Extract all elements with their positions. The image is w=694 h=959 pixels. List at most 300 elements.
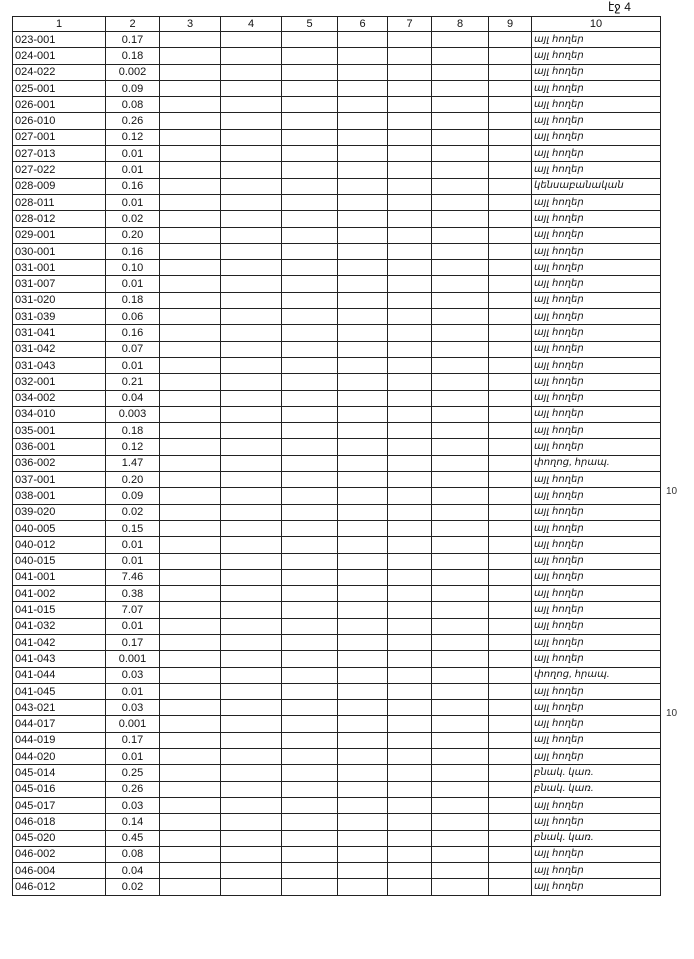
empty-cell	[432, 602, 489, 618]
table-row	[13, 520, 661, 536]
empty-cell	[160, 797, 221, 813]
area-cell: 0.002	[106, 64, 160, 80]
empty-cell	[221, 830, 282, 846]
land-type-cell: այլ հողեր	[532, 439, 661, 455]
empty-cell	[160, 227, 221, 243]
empty-cell	[432, 129, 489, 145]
empty-cell	[388, 472, 432, 488]
empty-cell	[388, 634, 432, 650]
empty-cell	[160, 618, 221, 634]
empty-cell	[489, 341, 532, 357]
empty-cell	[338, 260, 388, 276]
empty-cell	[432, 113, 489, 129]
empty-cell	[489, 797, 532, 813]
empty-cell	[388, 586, 432, 602]
column-header: 7	[388, 17, 432, 32]
empty-cell	[388, 439, 432, 455]
land-type-cell: այլ հողեր	[532, 146, 661, 162]
land-type-cell: այլ հողեր	[532, 406, 661, 422]
land-type-cell: այլ հողեր	[532, 472, 661, 488]
area-cell: 0.01	[106, 146, 160, 162]
empty-cell	[282, 113, 338, 129]
empty-cell	[338, 374, 388, 390]
empty-cell	[160, 846, 221, 862]
empty-cell	[282, 357, 338, 373]
land-type-cell: այլ հողեր	[532, 80, 661, 96]
empty-cell	[282, 129, 338, 145]
empty-cell	[388, 716, 432, 732]
empty-cell	[221, 194, 282, 210]
empty-cell	[282, 520, 338, 536]
empty-cell	[388, 700, 432, 716]
empty-cell	[489, 455, 532, 471]
land-type-cell: կենսաբանական	[532, 178, 661, 194]
empty-cell	[432, 178, 489, 194]
empty-cell	[221, 64, 282, 80]
empty-cell	[221, 276, 282, 292]
empty-cell	[221, 472, 282, 488]
parcel-code-cell: 023-001	[13, 32, 106, 48]
empty-cell	[432, 423, 489, 439]
empty-cell	[221, 879, 282, 895]
empty-cell	[338, 537, 388, 553]
empty-cell	[221, 162, 282, 178]
empty-cell	[282, 390, 338, 406]
parcel-code-cell: 024-001	[13, 48, 106, 64]
empty-cell	[489, 146, 532, 162]
empty-cell	[489, 537, 532, 553]
land-type-cell: այլ հողեր	[532, 716, 661, 732]
empty-cell	[489, 879, 532, 895]
area-cell: 0.09	[106, 80, 160, 96]
area-cell: 0.18	[106, 423, 160, 439]
empty-cell	[160, 472, 221, 488]
column-header: 2	[106, 17, 160, 32]
area-cell: 0.12	[106, 439, 160, 455]
land-type-cell: այլ հողեր	[532, 97, 661, 113]
empty-cell	[282, 618, 338, 634]
empty-cell	[432, 194, 489, 210]
empty-cell	[338, 227, 388, 243]
area-cell: 0.08	[106, 97, 160, 113]
empty-cell	[282, 341, 338, 357]
land-type-cell: այլ հողեր	[532, 113, 661, 129]
empty-cell	[221, 48, 282, 64]
empty-cell	[282, 830, 338, 846]
empty-cell	[221, 814, 282, 830]
empty-cell	[338, 732, 388, 748]
empty-cell	[388, 64, 432, 80]
empty-cell	[432, 537, 489, 553]
area-cell: 0.01	[106, 194, 160, 210]
empty-cell	[388, 97, 432, 113]
parcel-code-cell: 028-009	[13, 178, 106, 194]
empty-cell	[432, 64, 489, 80]
column-header: 6	[338, 17, 388, 32]
empty-cell	[489, 683, 532, 699]
empty-cell	[338, 97, 388, 113]
area-cell: 0.18	[106, 48, 160, 64]
empty-cell	[338, 830, 388, 846]
empty-cell	[221, 439, 282, 455]
empty-cell	[489, 406, 532, 422]
empty-cell	[489, 700, 532, 716]
empty-cell	[221, 260, 282, 276]
table-row	[13, 80, 661, 96]
table-row	[13, 846, 661, 862]
empty-cell	[388, 390, 432, 406]
table-row	[13, 129, 661, 145]
area-cell: 7.46	[106, 569, 160, 585]
land-type-cell: այլ հողեր	[532, 586, 661, 602]
land-ledger-table	[12, 16, 661, 896]
parcel-code-cell: 031-042	[13, 341, 106, 357]
empty-cell	[489, 276, 532, 292]
land-type-cell: այլ հողեր	[532, 553, 661, 569]
empty-cell	[489, 618, 532, 634]
empty-cell	[489, 260, 532, 276]
empty-cell	[221, 651, 282, 667]
column-header: 3	[160, 17, 221, 32]
empty-cell	[489, 488, 532, 504]
empty-cell	[338, 243, 388, 259]
empty-cell	[282, 797, 338, 813]
empty-cell	[338, 211, 388, 227]
column-header: 10	[532, 17, 661, 32]
empty-cell	[388, 553, 432, 569]
parcel-code-cell: 026-001	[13, 97, 106, 113]
land-type-cell: այլ հողեր	[532, 341, 661, 357]
empty-cell	[160, 765, 221, 781]
empty-cell	[338, 80, 388, 96]
empty-cell	[489, 97, 532, 113]
column-header: 8	[432, 17, 489, 32]
empty-cell	[489, 325, 532, 341]
empty-cell	[388, 879, 432, 895]
table-row	[13, 276, 661, 292]
empty-cell	[338, 488, 388, 504]
parcel-code-cell: 046-018	[13, 814, 106, 830]
parcel-code-cell: 038-001	[13, 488, 106, 504]
empty-cell	[160, 537, 221, 553]
empty-cell	[338, 129, 388, 145]
parcel-code-cell: 041-032	[13, 618, 106, 634]
empty-cell	[388, 178, 432, 194]
empty-cell	[160, 211, 221, 227]
area-cell: 0.25	[106, 765, 160, 781]
table-row	[13, 374, 661, 390]
empty-cell	[221, 846, 282, 862]
table-row	[13, 194, 661, 210]
empty-cell	[432, 325, 489, 341]
parcel-code-cell: 044-019	[13, 732, 106, 748]
land-type-cell: այլ հողեր	[532, 357, 661, 373]
empty-cell	[432, 455, 489, 471]
empty-cell	[388, 276, 432, 292]
area-cell: 0.16	[106, 243, 160, 259]
empty-cell	[160, 97, 221, 113]
parcel-code-cell: 045-016	[13, 781, 106, 797]
empty-cell	[489, 634, 532, 650]
empty-cell	[160, 602, 221, 618]
empty-cell	[338, 863, 388, 879]
empty-cell	[388, 830, 432, 846]
table-row	[13, 211, 661, 227]
empty-cell	[338, 569, 388, 585]
empty-cell	[432, 846, 489, 862]
land-type-cell: այլ հողեր	[532, 64, 661, 80]
table-row	[13, 113, 661, 129]
empty-cell	[160, 634, 221, 650]
empty-cell	[221, 488, 282, 504]
parcel-code-cell: 024-022	[13, 64, 106, 80]
parcel-code-cell: 036-002	[13, 455, 106, 471]
parcel-code-cell: 043-021	[13, 700, 106, 716]
empty-cell	[388, 194, 432, 210]
area-cell: 0.01	[106, 683, 160, 699]
land-type-cell: այլ հողեր	[532, 129, 661, 145]
table-row	[13, 292, 661, 308]
parcel-code-cell: 041-043	[13, 651, 106, 667]
parcel-code-cell: 045-017	[13, 797, 106, 813]
land-type-cell: այլ հողեր	[532, 846, 661, 862]
table-row	[13, 357, 661, 373]
empty-cell	[282, 602, 338, 618]
empty-cell	[489, 765, 532, 781]
empty-cell	[432, 472, 489, 488]
table-row	[13, 455, 661, 471]
area-cell: 0.16	[106, 178, 160, 194]
empty-cell	[160, 292, 221, 308]
parcel-code-cell: 041-015	[13, 602, 106, 618]
empty-cell	[338, 309, 388, 325]
table-row	[13, 537, 661, 553]
empty-cell	[388, 618, 432, 634]
empty-cell	[489, 472, 532, 488]
page-number-label: էջ 4	[608, 0, 631, 14]
empty-cell	[432, 781, 489, 797]
empty-cell	[388, 129, 432, 145]
empty-cell	[221, 406, 282, 422]
empty-cell	[221, 586, 282, 602]
land-type-cell: այլ հողեր	[532, 292, 661, 308]
empty-cell	[388, 683, 432, 699]
empty-cell	[489, 863, 532, 879]
empty-cell	[160, 406, 221, 422]
empty-cell	[160, 390, 221, 406]
land-type-cell: բնակ. կառ.	[532, 765, 661, 781]
empty-cell	[282, 423, 338, 439]
empty-cell	[221, 553, 282, 569]
empty-cell	[338, 553, 388, 569]
empty-cell	[160, 260, 221, 276]
empty-cell	[160, 357, 221, 373]
parcel-code-cell: 029-001	[13, 227, 106, 243]
empty-cell	[221, 569, 282, 585]
table-row	[13, 325, 661, 341]
empty-cell	[221, 765, 282, 781]
empty-cell	[388, 357, 432, 373]
empty-cell	[160, 146, 221, 162]
empty-cell	[160, 423, 221, 439]
empty-cell	[489, 178, 532, 194]
empty-cell	[432, 569, 489, 585]
empty-cell	[489, 390, 532, 406]
empty-cell	[160, 80, 221, 96]
empty-cell	[221, 667, 282, 683]
empty-cell	[338, 455, 388, 471]
empty-cell	[221, 211, 282, 227]
table-row	[13, 48, 661, 64]
empty-cell	[489, 423, 532, 439]
parcel-code-cell: 031-020	[13, 292, 106, 308]
empty-cell	[221, 537, 282, 553]
empty-cell	[221, 129, 282, 145]
parcel-code-cell: 031-001	[13, 260, 106, 276]
land-type-cell: այլ հողեր	[532, 32, 661, 48]
empty-cell	[388, 325, 432, 341]
empty-cell	[388, 211, 432, 227]
area-cell: 0.20	[106, 472, 160, 488]
empty-cell	[489, 227, 532, 243]
parcel-code-cell: 034-002	[13, 390, 106, 406]
parcel-code-cell: 044-017	[13, 716, 106, 732]
parcel-code-cell: 027-001	[13, 129, 106, 145]
empty-cell	[388, 488, 432, 504]
parcel-code-cell: 032-001	[13, 374, 106, 390]
area-cell: 0.10	[106, 260, 160, 276]
empty-cell	[388, 797, 432, 813]
empty-cell	[388, 80, 432, 96]
land-type-cell: այլ հողեր	[532, 683, 661, 699]
empty-cell	[221, 520, 282, 536]
land-type-cell: այլ հողեր	[532, 732, 661, 748]
empty-cell	[221, 80, 282, 96]
empty-cell	[432, 406, 489, 422]
empty-cell	[432, 830, 489, 846]
column-header: 9	[489, 17, 532, 32]
empty-cell	[282, 700, 338, 716]
empty-cell	[432, 97, 489, 113]
empty-cell	[338, 162, 388, 178]
parcel-code-cell: 041-001	[13, 569, 106, 585]
empty-cell	[338, 586, 388, 602]
empty-cell	[282, 48, 338, 64]
empty-cell	[338, 651, 388, 667]
empty-cell	[338, 781, 388, 797]
empty-cell	[489, 374, 532, 390]
parcel-code-cell: 028-011	[13, 194, 106, 210]
empty-cell	[338, 602, 388, 618]
empty-cell	[221, 700, 282, 716]
empty-cell	[338, 390, 388, 406]
empty-cell	[160, 309, 221, 325]
empty-cell	[489, 194, 532, 210]
empty-cell	[432, 634, 489, 650]
table-row	[13, 700, 661, 716]
empty-cell	[432, 341, 489, 357]
empty-cell	[489, 113, 532, 129]
empty-cell	[388, 423, 432, 439]
empty-cell	[388, 651, 432, 667]
empty-cell	[221, 863, 282, 879]
empty-cell	[432, 879, 489, 895]
empty-cell	[282, 194, 338, 210]
parcel-code-cell: 041-002	[13, 586, 106, 602]
area-cell: 0.17	[106, 732, 160, 748]
table-row	[13, 863, 661, 879]
empty-cell	[388, 162, 432, 178]
empty-cell	[221, 455, 282, 471]
empty-cell	[221, 749, 282, 765]
empty-cell	[282, 80, 338, 96]
empty-cell	[338, 472, 388, 488]
empty-cell	[388, 260, 432, 276]
empty-cell	[489, 129, 532, 145]
empty-cell	[160, 439, 221, 455]
table-row	[13, 341, 661, 357]
area-cell: 0.01	[106, 357, 160, 373]
empty-cell	[388, 406, 432, 422]
empty-cell	[432, 504, 489, 520]
empty-cell	[221, 504, 282, 520]
table-row	[13, 651, 661, 667]
empty-cell	[282, 488, 338, 504]
land-type-cell: այլ հողեր	[532, 211, 661, 227]
empty-cell	[282, 162, 338, 178]
table-row	[13, 749, 661, 765]
empty-cell	[432, 243, 489, 259]
empty-cell	[388, 309, 432, 325]
empty-cell	[221, 781, 282, 797]
parcel-code-cell: 041-044	[13, 667, 106, 683]
empty-cell	[432, 651, 489, 667]
empty-cell	[432, 357, 489, 373]
empty-cell	[160, 814, 221, 830]
table-row	[13, 32, 661, 48]
land-type-cell: փողոց, հրապ.	[532, 667, 661, 683]
empty-cell	[338, 716, 388, 732]
empty-cell	[388, 243, 432, 259]
table-row	[13, 243, 661, 259]
empty-cell	[160, 374, 221, 390]
empty-cell	[160, 32, 221, 48]
empty-cell	[160, 129, 221, 145]
table-row	[13, 797, 661, 813]
land-type-cell: այլ հողեր	[532, 374, 661, 390]
empty-cell	[338, 504, 388, 520]
area-cell: 0.07	[106, 341, 160, 357]
area-cell: 0.26	[106, 781, 160, 797]
empty-cell	[489, 520, 532, 536]
empty-cell	[388, 374, 432, 390]
parcel-code-cell: 046-004	[13, 863, 106, 879]
land-type-cell: բնակ. կառ.	[532, 830, 661, 846]
empty-cell	[388, 602, 432, 618]
empty-cell	[282, 732, 338, 748]
parcel-code-cell: 039-020	[13, 504, 106, 520]
empty-cell	[338, 439, 388, 455]
parcel-code-cell: 027-013	[13, 146, 106, 162]
land-type-cell: այլ հողեր	[532, 814, 661, 830]
land-type-cell: այլ հողեր	[532, 48, 661, 64]
column-header: 4	[221, 17, 282, 32]
empty-cell	[388, 113, 432, 129]
land-type-cell: այլ հողեր	[532, 260, 661, 276]
empty-cell	[282, 211, 338, 227]
empty-cell	[221, 309, 282, 325]
empty-cell	[221, 390, 282, 406]
